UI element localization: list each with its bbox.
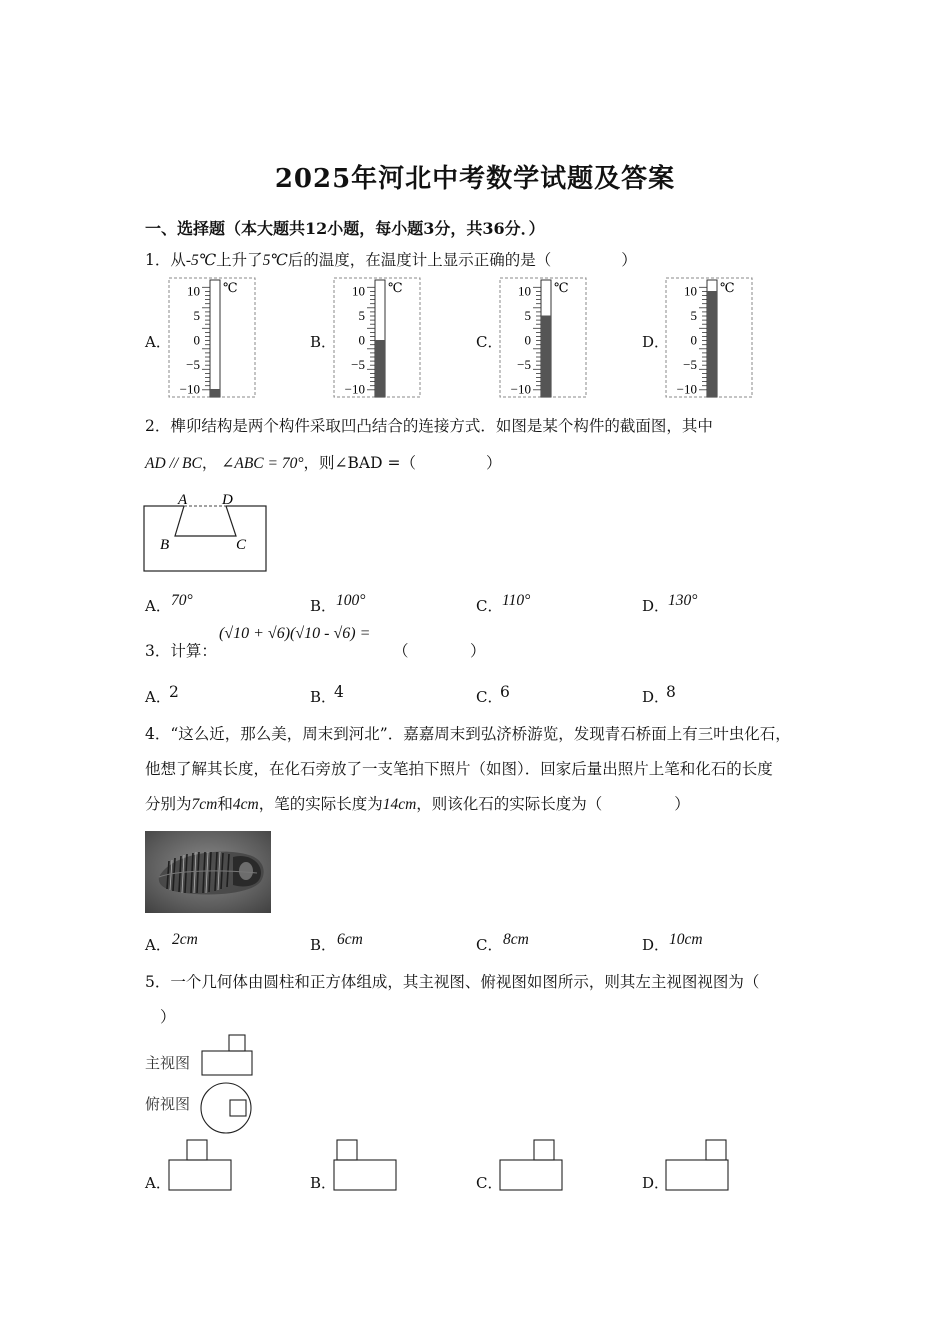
q1-option-3-unit: ℃ [720,280,735,295]
q1-option-2-tick-label: 10 [518,283,531,299]
question-5-line-1: 5．一个几何体由圆柱和正方体组成，其主视图、俯视图如图所示，则其左主视图视图为（ [145,973,760,991]
q1-option-0-tick-label: 0 [193,332,200,348]
q1-option-3-tick-label: −5 [683,357,697,372]
question-4-line-1: 4．“这么近，那么美，周末到河北”．嘉嘉周末到弘济桥游览，发现青石桥面上有三叶虫化石， [145,725,791,743]
q4-option-1-label: B． [310,936,337,954]
question-2-line-1: 2．榫卯结构是两个构件采取凹凸结合的连接方式．如图是某个构件的截面图，其中 [145,417,713,435]
q1-option-1-tick-label: −5 [351,357,365,372]
q1-option-2-tick-label: 5 [524,308,531,323]
q1-option-1-tick-label: 10 [352,283,365,299]
q4-text-d: ，则该化石的实际长度为（ [416,795,603,813]
q4-fossil-photo-length: 4cm [232,796,259,813]
q4-option-0-value: 2cm [172,931,198,948]
q1-option-0-tick-label: 10 [187,283,200,299]
q5-option-1-view [332,1138,398,1192]
q4-option-0-label: A． [145,936,171,954]
q1-option-1-thermometer [333,277,423,401]
q5-option-2-cube [534,1140,554,1160]
q2-point-a: A [178,492,188,508]
front-view-label: 主视图 [145,1054,191,1072]
question-1-stem [145,248,637,270]
q2-point-b: B [160,537,170,553]
q1-stem-part-b: 上升了 [216,251,263,269]
q5-option-0-cube [187,1140,207,1160]
q3-option-3-value: 8 [666,683,676,701]
q2-ask: ，则∠BAD =（ [303,454,416,472]
q3-option-0-value: 2 [169,683,179,701]
section-heading: 一、选择题（本大题共12小题，每小题3分，共36分．） [145,219,545,238]
front-view-cube [229,1035,245,1051]
q1-option-1-label: B． [310,333,337,351]
question-4-line-3 [145,792,690,814]
q1-option-3-mercury [707,291,717,397]
q1-option-2-tick-label: −5 [517,357,531,372]
q4-option-2-value: 8cm [503,931,529,948]
q1-option-1-unit: ℃ [388,280,403,295]
top-view-figure [199,1081,255,1135]
q1-value-start: -5℃ [185,252,217,269]
top-view-label: 俯视图 [145,1095,191,1113]
q1-option-3-tick-label: 0 [690,332,697,348]
q2-point-d: D [222,492,233,508]
q1-stem-part-a: 1．从 [145,251,186,269]
q1-option-1-tick-label: 5 [358,308,365,323]
q1-option-1-tick-label: −10 [344,381,365,397]
q2-option-2-value: 110° [502,592,531,609]
q4-option-1-value: 6cm [337,931,363,948]
q1-option-3-tick-label: −10 [676,381,697,397]
q2-paren-close: ） [485,454,502,472]
q2-option-0-value: 70° [171,592,193,609]
q2-option-1-value: 100° [336,592,366,609]
q4-option-3-value: 10cm [669,931,703,948]
q4-text-b: 和 [217,795,233,813]
q5-option-2-view [498,1138,564,1192]
q5-option-1-cylinder [334,1160,396,1190]
question-4-line-2: 他想了解其长度，在化石旁放了一支笔拍下照片（如图）．回家后量出照片上笔和化石的长度 [145,760,773,778]
q4-pen-real-length: 14cm [382,796,417,813]
q1-option-2-unit: ℃ [554,280,569,295]
page-title: 2025年河北中考数学试题及答案 [274,164,676,194]
q1-option-0-tube [210,280,220,397]
q2-option-3-label: D． [642,597,670,615]
q1-stem-part-c: 后的温度，在温度计上显示正确的是（ [287,251,552,269]
q5-option-0-cylinder [169,1160,231,1190]
q3-paren-open: （ [393,642,409,660]
q1-option-2-thermometer [499,277,589,401]
front-view-cylinder [202,1051,252,1075]
top-view-square [230,1100,246,1116]
q1-option-2-label: C． [476,333,503,351]
q3-paren-close: ） [470,642,486,660]
q5-paren-close: ） [160,1008,176,1026]
q1-option-2-tick-label: 0 [524,332,531,348]
q1-option-3-tick-label: 5 [690,308,697,323]
q1-option-0-unit: ℃ [223,280,238,295]
q5-option-3-label: D． [642,1174,670,1192]
q5-option-3-view [664,1138,730,1192]
q1-option-1-tick-label: 0 [358,332,365,348]
q1-value-rise: 5℃ [262,252,288,269]
q3-option-1-value: 4 [334,683,344,701]
q1-option-1-mercury [375,340,385,397]
q5-option-3-cube [706,1140,726,1160]
q2-option-2-label: C． [476,597,503,615]
q1-option-0-tick-label: 5 [193,308,200,323]
q3-option-1-label: B． [310,688,337,706]
q3-option-0-label: A． [145,688,171,706]
q5-option-1-cube [337,1140,357,1160]
q2-option-1-label: B． [310,597,337,615]
q4-option-2-label: C． [476,936,503,954]
q1-option-2-tick-label: −10 [510,381,531,397]
q4-paren-close: ） [674,795,690,813]
q2-trapezoid-notch [175,506,236,536]
q1-option-0-thermometer [168,277,258,401]
q3-option-2-value: 6 [500,683,510,701]
q5-option-0-label: A． [145,1174,171,1192]
q3-option-2-label: C． [476,688,503,706]
q2-point-c: C [236,537,247,553]
q1-option-0-label: A． [145,333,171,351]
q4-text-c: ，笔的实际长度为 [258,795,383,813]
q2-condition-parallel: AD // BC [145,455,202,472]
q1-option-0-tick-label: −10 [179,381,200,397]
q4-option-3-label: D． [642,936,670,954]
q5-option-2-cylinder [500,1160,562,1190]
question-2-line-2 [145,451,501,473]
q5-option-1-label: B． [310,1174,337,1192]
q1-option-2-mercury [541,316,551,398]
q3-option-3-label: D． [642,688,670,706]
q1-option-3-tick-label: 10 [684,283,697,299]
q3-expression: (√10 + √6)(√10 - √6) = [219,625,371,642]
q2-option-3-value: 130° [668,592,698,609]
q5-option-0-view [167,1138,233,1192]
q4-pen-photo-length: 7cm [191,796,218,813]
q1-option-3-thermometer [665,277,755,401]
front-view-figure [200,1033,256,1077]
q2-condition-angle: ∠ABC = 70° [221,455,304,472]
q1-option-3-label: D． [642,333,670,351]
q1-option-0-tick-label: −5 [186,357,200,372]
q3-stem: 3．计算： [145,642,217,660]
q1-option-0-mercury [210,389,220,397]
q2-separator: ， [201,454,218,472]
q5-option-2-label: C． [476,1174,503,1192]
q2-figure [140,486,272,578]
trilobite-fossil-photo [145,831,271,913]
q2-option-0-label: A． [145,597,171,615]
q4-text-a: 分别为 [145,795,192,813]
top-view-circle [201,1083,251,1133]
q5-option-3-cylinder [666,1160,728,1190]
q1-paren-close: ） [621,251,637,269]
